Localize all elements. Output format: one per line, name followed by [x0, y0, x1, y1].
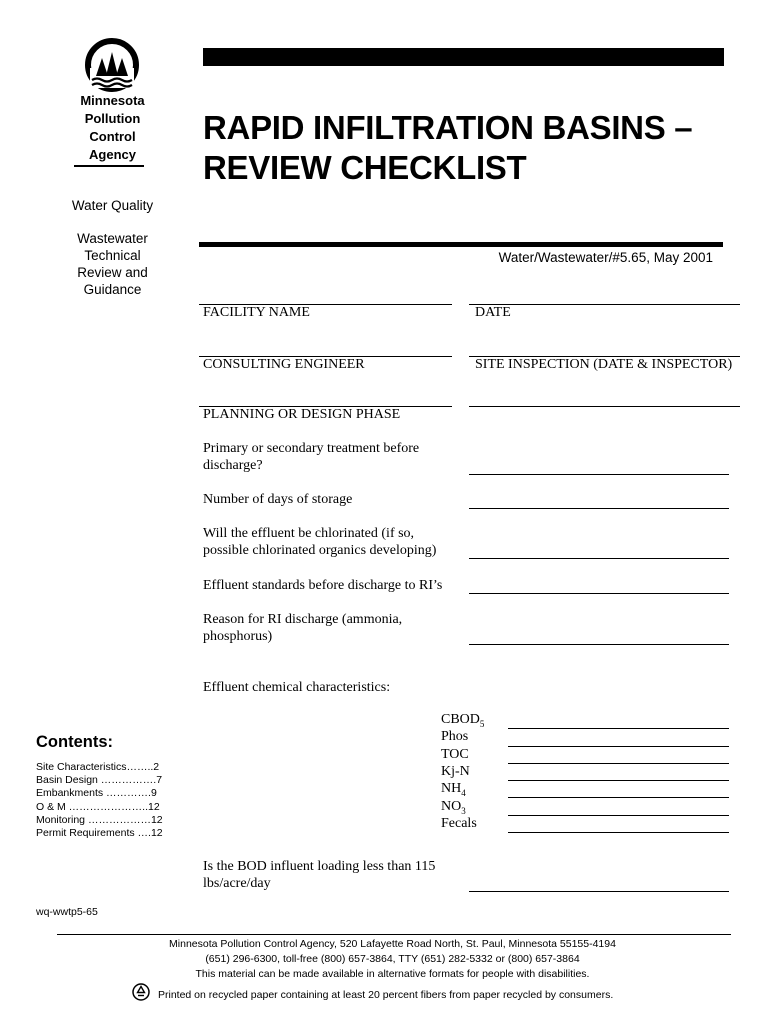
planning-phase-answer-line[interactable]: [469, 406, 740, 407]
answer-line-nh4[interactable]: [508, 797, 729, 798]
date-label: DATE: [475, 305, 511, 320]
question-chlorination: Will the effluent be chlorinated (if so, possible chlorinated organics developing): [203, 526, 437, 558]
agency-name: Minnesota Pollution Control Agency: [80, 93, 145, 162]
chem-item-toc: TOC: [441, 747, 469, 762]
contents-item: Site Characteristics……..2: [36, 761, 160, 773]
answer-line-kjn[interactable]: [508, 780, 729, 781]
footer-address: Minnesota Pollution Control Agency, 520 Lafayette Road North, St. Paul, Minnesota 55155-4194 (651) 296-6300, toll-free (800) 657-3864, TTY (651) 282-5332 or (800) 657-3864 This material can be made available in alternative formats for people with disabilities.: [169, 938, 616, 980]
question-bod-loading: Is the BOD influent loading less than 115 lbs/acre/day: [203, 859, 436, 891]
question-storage-days: Number of days of storage: [203, 492, 353, 507]
site-inspection-label: SITE INSPECTION (DATE & INSPECTOR): [475, 357, 733, 372]
contents-item: Permit Requirements ….12: [36, 827, 163, 840]
question-effluent-standards: Effluent standards before discharge to RI’s: [203, 578, 443, 593]
chem-item-no3: $NO_3$: [441, 799, 466, 816]
answer-line-effluent-standards[interactable]: [469, 593, 729, 594]
answer-line-toc[interactable]: [508, 763, 729, 764]
contents-item: O & M …………………..12: [36, 800, 160, 813]
program-name: Water Quality: [71, 198, 154, 213]
answer-line-fecals[interactable]: [508, 832, 729, 833]
answer-line-discharge-reason[interactable]: [469, 644, 729, 645]
header-bar: [203, 48, 724, 66]
agency-underline: [74, 165, 144, 167]
chem-item-cbod: $CBOD_5$: [441, 712, 485, 729]
question-discharge-reason: Reason for RI discharge (ammonia, phosphorus): [203, 612, 403, 644]
document-id: Water/Wastewater/#5.65, May 2001: [498, 250, 713, 265]
answer-line-bod-loading[interactable]: [469, 891, 729, 892]
page-title: RAPID INFILTRATION BASINS – REVIEW CHECKLIST: [203, 109, 693, 186]
recycled-paper-note: Printed on recycled paper containing at least 20 percent fibers from paper recycled by consumers.: [158, 989, 614, 1001]
facility-name-label: FACILITY NAME: [203, 305, 310, 320]
chem-item-kjn: Kj-N: [441, 764, 470, 779]
footer-rule: [57, 934, 731, 935]
answer-line-treatment[interactable]: [469, 474, 729, 475]
contents-item: Monitoring ………………12: [36, 813, 163, 826]
answer-line-no3[interactable]: [508, 815, 729, 816]
chem-item-phos: Phos: [441, 729, 469, 744]
chem-item-fecals: Fecals: [441, 816, 477, 831]
planning-phase-label: PLANNING OR DESIGN PHASE: [203, 407, 401, 422]
series-name: Wastewater Technical Review and Guidance: [77, 231, 148, 297]
contents-list: [36, 761, 163, 840]
recycle-icon: [132, 983, 150, 1001]
answer-line-chlorination[interactable]: [469, 558, 729, 559]
answer-line-phos[interactable]: [508, 746, 729, 747]
title-rule: [199, 242, 723, 247]
answer-line-storage-days[interactable]: [469, 508, 729, 509]
contents-item: Embankments ………….9: [36, 787, 157, 800]
document-code: wq-wwtp5-65: [36, 906, 98, 918]
answer-line-cbod[interactable]: [508, 728, 729, 729]
consulting-engineer-label: CONSULTING ENGINEER: [203, 357, 365, 372]
mpca-logo-icon: [80, 38, 144, 92]
contents-item: Basin Design …………….7: [36, 774, 163, 787]
contents-heading: Contents:: [36, 733, 113, 751]
chem-item-nh4: $NH_4$: [441, 781, 466, 798]
question-treatment: Primary or secondary treatment before discharge?: [203, 441, 420, 473]
question-chemical-characteristics: Effluent chemical characteristics:: [203, 680, 391, 695]
